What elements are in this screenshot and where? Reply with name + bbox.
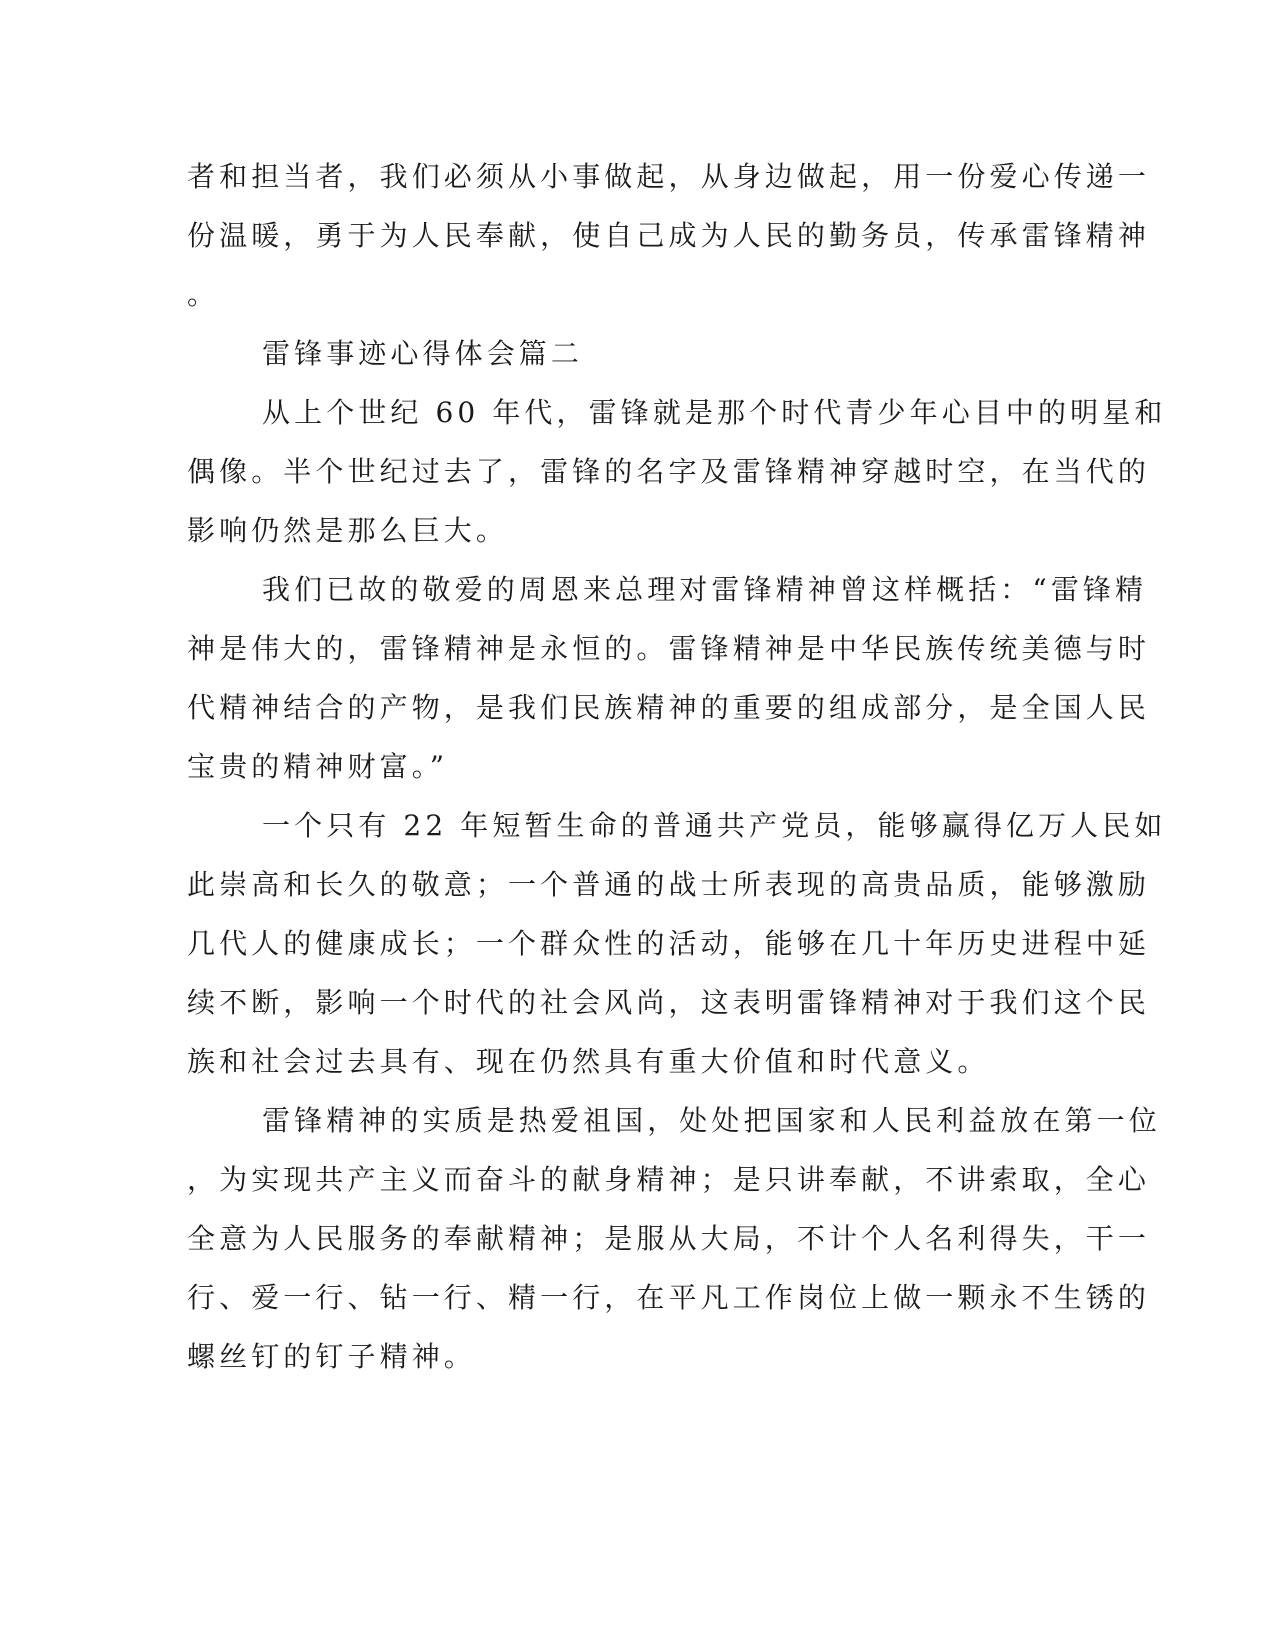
- text-line: 雷锋精神的实质是热爱祖国，处处把国家和人民利益放在第一位: [262, 1104, 1161, 1137]
- text-line: 螺丝钉的钉子精神。: [187, 1340, 476, 1373]
- text-line: 从上个世纪 60 年代，雷锋就是那个时代青少年心目中的明星和: [262, 396, 1167, 429]
- text-line: 续不断，影响一个时代的社会风尚，这表明雷锋精神对于我们这个民: [187, 986, 1151, 1019]
- text-line: 此崇高和长久的敬意；一个普通的战士所表现的高贵品质，能够激励: [187, 868, 1151, 901]
- text-line: 行、爱一行、钻一行、精一行，在平凡工作岗位上做一颗永不生锈的: [187, 1281, 1151, 1314]
- text-line: 影响仍然是那么巨大。: [187, 514, 509, 547]
- text-line: 全意为人民服务的奉献精神；是服从大局，不计个人名利得失，干一: [187, 1222, 1151, 1255]
- text-line: 宝贵的精神财富。”: [187, 750, 449, 783]
- text-line: ，为实现共产主义而奋斗的献身精神；是只讲奉献，不讲索取，全心: [187, 1163, 1151, 1196]
- section-heading: 雷锋事迹心得体会篇二: [262, 337, 584, 370]
- text-line: 一个只有 22 年短暂生命的普通共产党员，能够赢得亿万人民如: [262, 809, 1167, 842]
- text-line: 。: [187, 278, 220, 311]
- text-line: 份温暖，勇于为人民奉献，使自己成为人民的勤务员，传承雷锋精神: [187, 219, 1151, 252]
- text-line: 者和担当者，我们必须从小事做起，从身边做起，用一份爱心传递一: [187, 160, 1151, 193]
- text-line: 我们已故的敬爱的周恩来总理对雷锋精神曾这样概括：“雷锋精: [262, 573, 1148, 606]
- text-line: 几代人的健康成长；一个群众性的活动，能够在几十年历史进程中延: [187, 927, 1151, 960]
- text-line: 神是伟大的，雷锋精神是永恒的。雷锋精神是中华民族传统美德与时: [187, 632, 1151, 665]
- text-line: 族和社会过去具有、现在仍然具有重大价值和时代意义。: [187, 1045, 990, 1078]
- text-line: 代精神结合的产物，是我们民族精神的重要的组成部分，是全国人民: [187, 691, 1151, 724]
- text-line: 偶像。半个世纪过去了，雷锋的名字及雷锋精神穿越时空，在当代的: [187, 455, 1151, 488]
